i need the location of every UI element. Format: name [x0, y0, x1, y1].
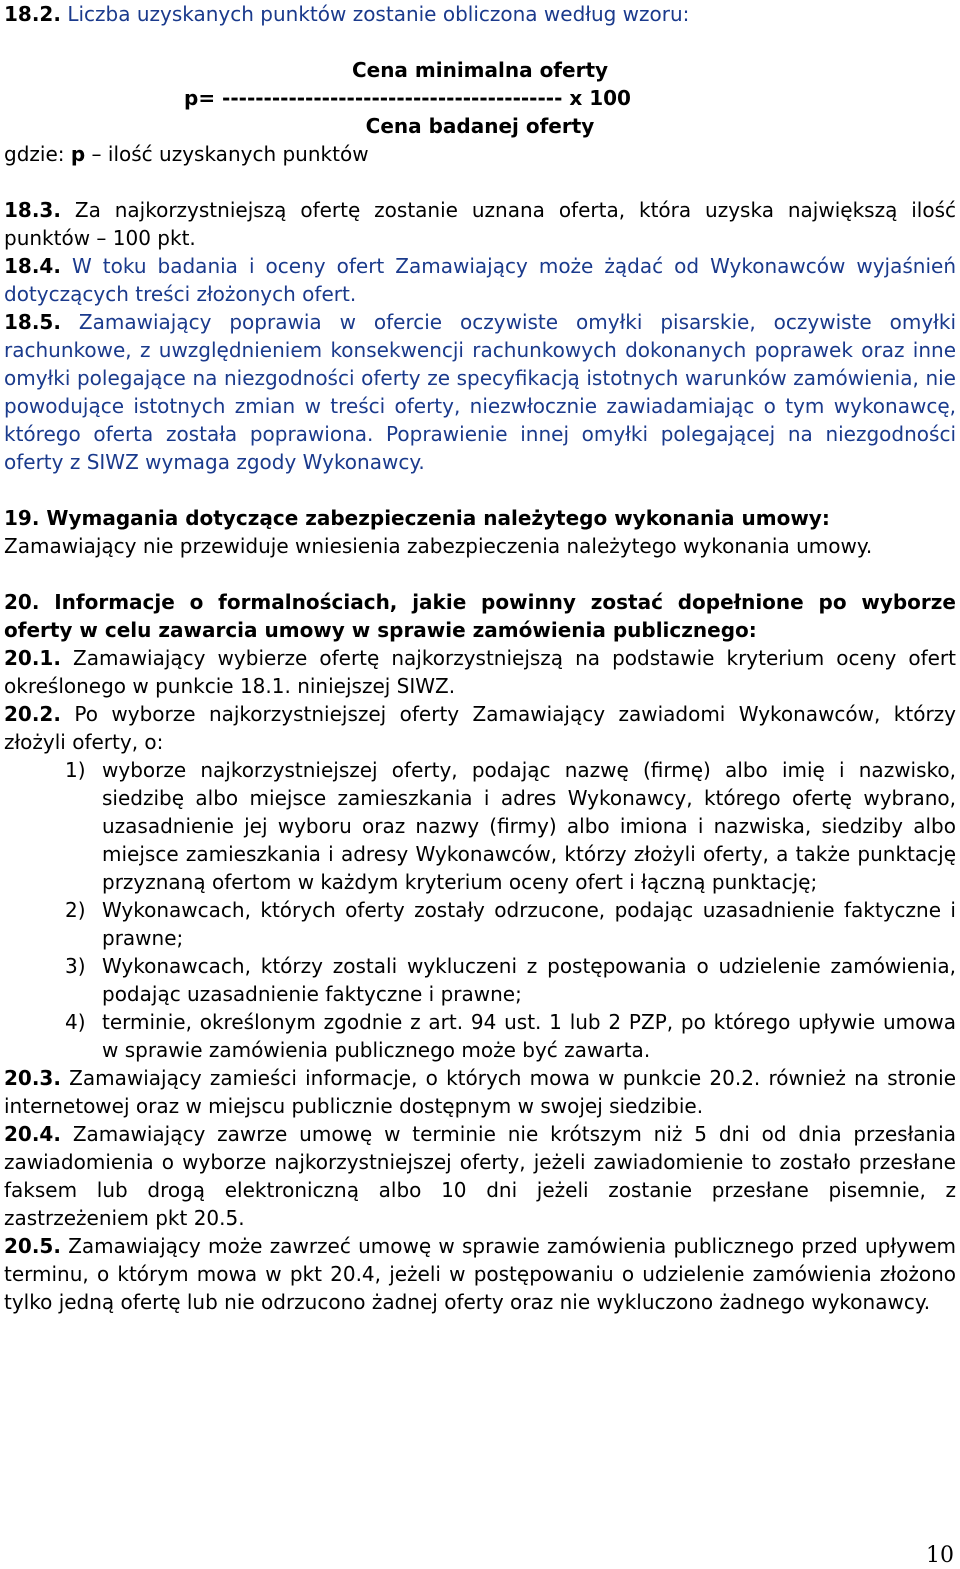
- section-18-2: [4, 0, 956, 28]
- formula-fraction-line: p= ----------------------------------------- x 100: [184, 86, 631, 110]
- section-number: 18.5.: [4, 310, 61, 334]
- formula-legend: [4, 140, 956, 168]
- section-text-continued: Poprawienie innej omyłki polegającej na niezgodności oferty z SIWZ wymaga zgody Wykonawcy.: [4, 422, 956, 474]
- legend-prefix: gdzie:: [4, 142, 71, 166]
- section-18-4: [4, 252, 956, 308]
- section-18-3: [4, 196, 956, 252]
- section-number: 18.2.: [4, 2, 61, 26]
- list-item: [4, 756, 956, 896]
- section-text: Liczba uzyskanych punktów zostanie obliczona według wzoru:: [67, 2, 690, 26]
- section-text: Zamawiający może zawrzeć umowę w sprawie zamówienia publicznego przed upływem terminu, o którym mowa w pkt 20.4, jeżeli w postępowaniu o udzielenie zamówienia złożono tylko jedną ofertę lub nie odrzucono żadnej oferty oraz nie wykluczono żadnego wykonawcy.: [4, 1234, 957, 1314]
- list-marker: 1): [65, 758, 86, 782]
- section-text: Zamawiający zawrze umowę w terminie nie krótszym niż 5 dni od dnia przesłania zawiadomienia o wyborze najkorzystniejszej oferty, jeżeli zawiadomienie to zostało przesłane faksem lub drogą elektroniczną albo 10 dni jeżeli zostanie przesłane pisemnie, z zastrzeżeniem pkt 20.5.: [4, 1122, 956, 1230]
- spacer: [4, 476, 956, 504]
- list-item: [4, 896, 956, 952]
- section-19-heading: 19. Wymagania dotyczące zabezpieczenia należytego wykonania umowy:: [4, 506, 830, 530]
- list-marker: 2): [65, 898, 86, 922]
- formula-denominator: Cena badanej oferty: [365, 114, 595, 138]
- section-20-4: [4, 1120, 956, 1232]
- section-20-1: [4, 644, 956, 700]
- list-item-text: terminie, określonym zgodnie z art. 94 ust. 1 lub 2 PZP, po którego upływie umowa w sprawie zamówienia publicznego może być zawarta.: [102, 1010, 956, 1062]
- section-number: 20.4.: [4, 1122, 61, 1146]
- document-page: [4, 0, 956, 1316]
- legend-variable: p: [70, 142, 86, 166]
- section-text: Zamawiający zamieści informacje, o których mowa w punkcie 20.2. również na stronie internetowej oraz w miejscu publicznie dostępnym w swojej siedzibie.: [4, 1066, 957, 1118]
- formula-numerator: Cena minimalna oferty: [351, 58, 609, 82]
- section-number: 20.3.: [4, 1066, 61, 1090]
- spacer: [4, 28, 956, 56]
- list-item: [4, 952, 956, 1008]
- section-20-5: [4, 1232, 956, 1316]
- section-number: 20.1.: [4, 646, 61, 670]
- section-text: Zamawiający poprawia w ofercie oczywiste omyłki pisarskie, oczywiste omyłki rachunkowe, z uwzględnieniem konsekwencji rachunkowych dokonanych poprawek oraz inne omyłki polegające na niezgodności oferty ze specyfikacją istotnych warunków zamówienia, nie powodujące istotnych zmian w treści oferty, niezwłocznie zawiadamiając o tym wykonawcę, którego oferta została poprawiona.: [4, 310, 957, 446]
- list-marker: 4): [65, 1010, 86, 1034]
- section-20-3: [4, 1064, 956, 1120]
- section-text: Za najkorzystniejszą ofertę zostanie uznana oferta, która uzyska największą ilość punktów – 100 pkt.: [4, 198, 956, 250]
- section-18-5: [4, 308, 956, 476]
- list-item-text: Wykonawcach, których oferty zostały odrzucone, podając uzasadnienie faktyczne i prawne;: [102, 898, 956, 950]
- list-item-text: wyborze najkorzystniejszej oferty, podając nazwę (firmę) albo imię i nazwisko, siedzibę albo miejsce zamieszkania i adres Wykonawcy, którego ofertę wybrano, uzasadnienie jej wyboru oraz nazwy (firmy) albo imiona i nazwiska, siedziby albo miejsce zamieszkania i adresy Wykonawców, którzy złożyli oferty, a także punktację przyznaną ofertom w każdym kryterium oceny ofert i łączną punktację;: [102, 758, 956, 894]
- spacer: [4, 560, 956, 588]
- section-number: 20.2.: [4, 702, 61, 726]
- section-number: 20.5.: [4, 1234, 61, 1258]
- spacer: [4, 168, 956, 196]
- list-item-text: Wykonawcach, którzy zostali wykluczeni z postępowania o udzielenie zamówienia, podając uzasadnienie faktyczne i prawne;: [102, 954, 956, 1006]
- section-text: Zamawiający wybierze ofertę najkorzystniejszą na podstawie kryterium oceny ofert określonego w punkcie 18.1. niniejszej SIWZ.: [4, 646, 956, 698]
- notification-list: [4, 756, 956, 1064]
- section-20-2: [4, 700, 956, 756]
- section-text: Po wyborze najkorzystniejszej oferty Zamawiający zawiadomi Wykonawców, którzy złożyli oferty, o:: [4, 702, 956, 754]
- list-marker: 3): [65, 954, 86, 978]
- section-20-heading: 20. Informacje o formalnościach, jakie powinny zostać dopełnione po wyborze oferty w celu zawarcia umowy w sprawie zamówienia publicznego:: [4, 590, 956, 642]
- legend-description: – ilość uzyskanych punktów: [85, 142, 369, 166]
- list-item: [4, 1008, 956, 1064]
- section-19-text: Zamawiający nie przewiduje wniesienia zabezpieczenia należytego wykonania umowy.: [4, 534, 873, 558]
- page-number: 10: [926, 1543, 954, 1568]
- section-number: 18.4.: [4, 254, 61, 278]
- section-number: 18.3.: [4, 198, 61, 222]
- section-text: W toku badania i oceny ofert Zamawiający może żądać od Wykonawców wyjaśnień dotyczących treści złożonych ofert.: [4, 254, 956, 306]
